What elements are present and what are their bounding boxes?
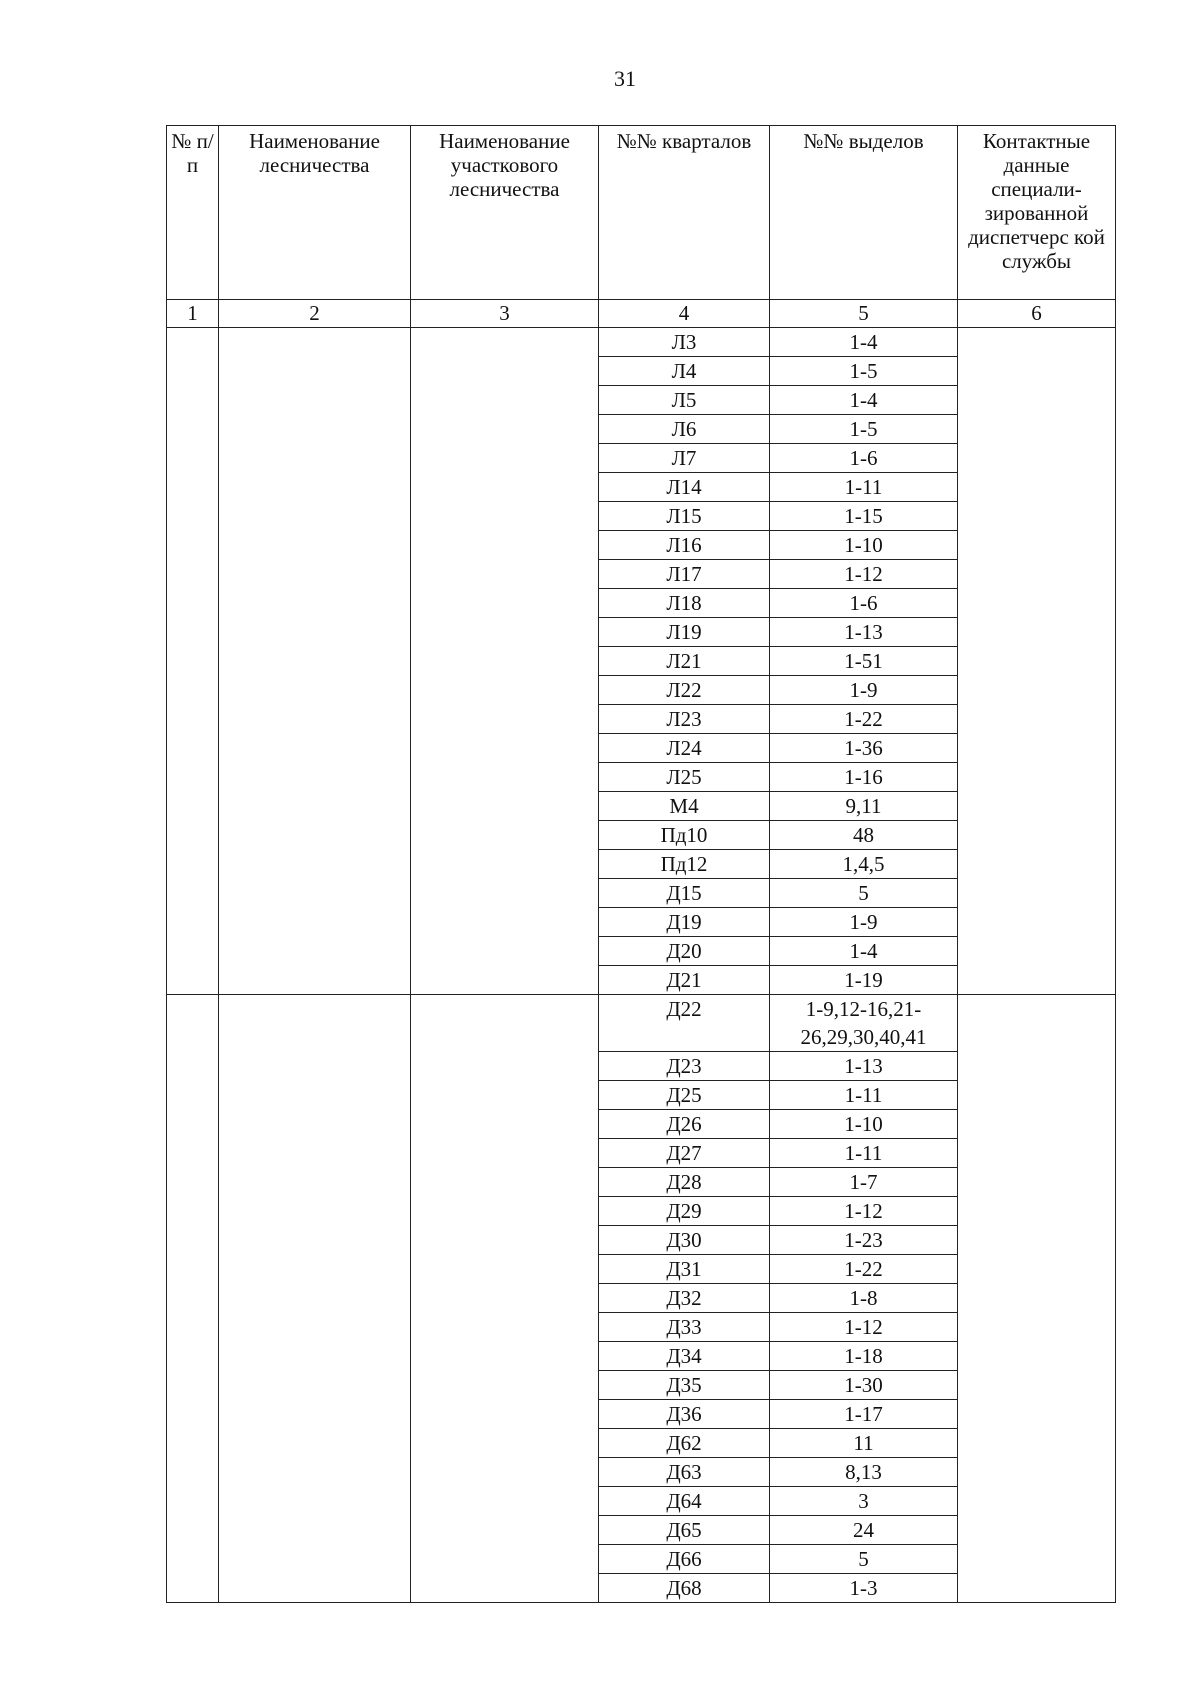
- vydel-cell: 1-4: [770, 937, 958, 966]
- kvartal-cell: Л25: [599, 763, 770, 792]
- number-cell: [167, 328, 219, 995]
- vydel-cell: 1-12: [770, 560, 958, 589]
- table-body: [167, 328, 1116, 1603]
- kvartal-cell: Д15: [599, 879, 770, 908]
- kvartal-cell: Л6: [599, 415, 770, 444]
- vydel-cell: 5: [770, 1545, 958, 1574]
- kvartal-cell: Д20: [599, 937, 770, 966]
- vydel-cell: 9,11: [770, 792, 958, 821]
- kvartal-cell: Д65: [599, 1516, 770, 1545]
- vydel-cell: 1-11: [770, 1081, 958, 1110]
- vydel-cell: 1-51: [770, 647, 958, 676]
- forestry-table: [166, 125, 1116, 1603]
- vydel-cell: 1-4: [770, 328, 958, 357]
- kvartal-cell: Д36: [599, 1400, 770, 1429]
- vydel-cell: 48: [770, 821, 958, 850]
- header-contacts: Контактные данные специали-зированной диспетчерс кой службы: [958, 126, 1116, 300]
- contacts-cell: [958, 328, 1116, 995]
- kvartal-cell: Д32: [599, 1284, 770, 1313]
- kvartal-cell: М4: [599, 792, 770, 821]
- vydel-cell: 1-12: [770, 1197, 958, 1226]
- kvartal-cell: Д29: [599, 1197, 770, 1226]
- vydel-cell: 11: [770, 1429, 958, 1458]
- vydel-cell: 1-13: [770, 1052, 958, 1081]
- vydel-cell: 1-17: [770, 1400, 958, 1429]
- column-number: 1: [167, 300, 219, 328]
- vydel-cell: 1-36: [770, 734, 958, 763]
- kvartal-cell: Д64: [599, 1487, 770, 1516]
- vydel-cell: 1-22: [770, 1255, 958, 1284]
- kvartal-cell: Д63: [599, 1458, 770, 1487]
- vydel-cell: 8,13: [770, 1458, 958, 1487]
- vydel-cell: 1-9: [770, 908, 958, 937]
- kvartal-cell: Пд12: [599, 850, 770, 879]
- kvartal-cell: Д26: [599, 1110, 770, 1139]
- column-number: 3: [411, 300, 599, 328]
- vydel-cell: 5: [770, 879, 958, 908]
- kvartal-cell: Л21: [599, 647, 770, 676]
- kvartal-cell: Д35: [599, 1371, 770, 1400]
- kvartal-cell: Л18: [599, 589, 770, 618]
- column-number: 5: [770, 300, 958, 328]
- vydel-cell: 1-9,12-16,21-26,29,30,40,41: [770, 995, 958, 1052]
- kvartal-cell: Л24: [599, 734, 770, 763]
- vydel-cell: 1-9: [770, 676, 958, 705]
- kvartal-cell: Л19: [599, 618, 770, 647]
- number-cell: [167, 995, 219, 1603]
- vydel-cell: 1,4,5: [770, 850, 958, 879]
- vydel-cell: 1-22: [770, 705, 958, 734]
- header-lesnichestvo: Наименование лесничества: [219, 126, 411, 300]
- kvartal-cell: Л15: [599, 502, 770, 531]
- lesnichestvo-cell: [219, 328, 411, 995]
- kvartal-cell: Л4: [599, 357, 770, 386]
- vydel-cell: 3: [770, 1487, 958, 1516]
- vydel-cell: 1-10: [770, 1110, 958, 1139]
- contacts-cell: [958, 995, 1116, 1603]
- kvartal-cell: Д34: [599, 1342, 770, 1371]
- header-uchastkovoe: Наименование участкового лесничества: [411, 126, 599, 300]
- kvartal-cell: Д27: [599, 1139, 770, 1168]
- vydel-cell: 1-8: [770, 1284, 958, 1313]
- kvartal-cell: Л7: [599, 444, 770, 473]
- table-row: [167, 995, 1116, 1052]
- vydel-cell: 1-3: [770, 1574, 958, 1603]
- vydel-cell: 1-5: [770, 357, 958, 386]
- kvartal-cell: Л5: [599, 386, 770, 415]
- header-vydely: №№ выделов: [770, 126, 958, 300]
- vydel-cell: 1-16: [770, 763, 958, 792]
- kvartal-cell: Пд10: [599, 821, 770, 850]
- column-number: 4: [599, 300, 770, 328]
- vydel-cell: 1-6: [770, 444, 958, 473]
- kvartal-cell: Л17: [599, 560, 770, 589]
- kvartal-cell: Л23: [599, 705, 770, 734]
- vydel-cell: 1-11: [770, 1139, 958, 1168]
- vydel-cell: 1-5: [770, 415, 958, 444]
- kvartal-cell: Д23: [599, 1052, 770, 1081]
- header-number: № п/п: [167, 126, 219, 300]
- vydel-cell: 1-7: [770, 1168, 958, 1197]
- vydel-cell: 1-18: [770, 1342, 958, 1371]
- vydel-cell: 1-11: [770, 473, 958, 502]
- vydel-cell: 1-12: [770, 1313, 958, 1342]
- vydel-cell: 1-23: [770, 1226, 958, 1255]
- kvartal-cell: Д31: [599, 1255, 770, 1284]
- column-number: 6: [958, 300, 1116, 328]
- kvartal-cell: Д22: [599, 995, 770, 1052]
- column-number: 2: [219, 300, 411, 328]
- kvartal-cell: Д25: [599, 1081, 770, 1110]
- page-number: 31: [614, 66, 636, 91]
- kvartal-cell: Д28: [599, 1168, 770, 1197]
- header-kvartaly: №№ кварталов: [599, 126, 770, 300]
- kvartal-cell: Д66: [599, 1545, 770, 1574]
- vydel-cell: 1-4: [770, 386, 958, 415]
- kvartal-cell: Д21: [599, 966, 770, 995]
- kvartal-cell: Л3: [599, 328, 770, 357]
- kvartal-cell: Д62: [599, 1429, 770, 1458]
- kvartal-cell: Д33: [599, 1313, 770, 1342]
- vydel-cell: 1-30: [770, 1371, 958, 1400]
- vydel-cell: 1-19: [770, 966, 958, 995]
- column-number-row: [167, 300, 1116, 328]
- kvartal-cell: Д19: [599, 908, 770, 937]
- lesnichestvo-cell: [219, 995, 411, 1603]
- header-row: [167, 126, 1116, 300]
- vydel-cell: 1-15: [770, 502, 958, 531]
- uchastkovoe-cell: [411, 328, 599, 995]
- kvartal-cell: Л22: [599, 676, 770, 705]
- kvartal-cell: Д68: [599, 1574, 770, 1603]
- table-row: [167, 328, 1116, 357]
- kvartal-cell: Л16: [599, 531, 770, 560]
- kvartal-cell: Л14: [599, 473, 770, 502]
- vydel-cell: 1-13: [770, 618, 958, 647]
- kvartal-cell: Д30: [599, 1226, 770, 1255]
- uchastkovoe-cell: [411, 995, 599, 1603]
- vydel-cell: 24: [770, 1516, 958, 1545]
- vydel-cell: 1-10: [770, 531, 958, 560]
- vydel-cell: 1-6: [770, 589, 958, 618]
